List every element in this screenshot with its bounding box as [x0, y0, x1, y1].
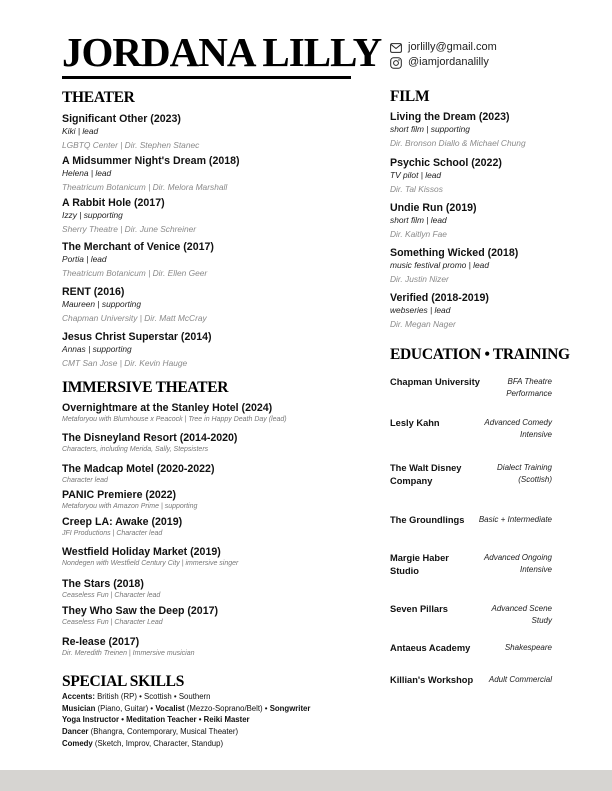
entry-detail: Dir. Meredith Treinen | Immersive musician: [62, 650, 195, 657]
entry-title: The Disneyland Resort (2014-2020): [62, 432, 238, 444]
contact-email[interactable]: [390, 40, 497, 55]
skills-heading: SPECIAL SKILLS: [62, 673, 185, 690]
entry-detail: Dir. Megan Nager: [390, 319, 456, 329]
entry-title: Verified (2018-2019): [390, 292, 489, 304]
school-name: Killian's Workshop: [390, 675, 474, 685]
skills-line-comedy: Comedy (Sketch, Improv, Character, Standup): [62, 738, 224, 748]
program-name: Shakespeare: [504, 643, 552, 652]
entry-detail: Dir. Tal Kissos: [390, 184, 443, 194]
immersive-entry: [62, 605, 218, 628]
skills-list: [62, 691, 310, 750]
page-title: JORDANA LILLY: [62, 29, 382, 75]
email-text: jorlilly@gmail.com: [408, 41, 497, 53]
entry-role: TV pilot | lead: [390, 170, 442, 180]
entry-detail: Characters, including Merida, Sally, Stepsisters: [62, 446, 209, 453]
entry-detail: Sherry Theatre | Dir. June Schreiner: [62, 224, 197, 234]
entry-role: Izzy | supporting: [62, 210, 123, 220]
theater-entry: [62, 155, 240, 193]
school-name: Margie Haber Studio: [390, 553, 449, 576]
immersive-entry: [62, 546, 238, 569]
entry-detail: Character lead: [62, 477, 108, 484]
entry-title: Significant Other (2023): [62, 113, 181, 125]
entry-title: A Midsummer Night's Dream (2018): [62, 155, 240, 167]
entry-detail: Chapman University | Dir. Matt McCray: [62, 313, 207, 323]
program-name: Advanced Comedy Intensive: [484, 418, 552, 439]
entry-role: short film | supporting: [390, 124, 470, 134]
film-entry: [390, 292, 489, 330]
school-name: The Walt Disney Company: [390, 463, 462, 486]
entry-title: Overnightmare at the Stanley Hotel (2024): [62, 402, 273, 414]
entry-title: Re-lease (2017): [62, 636, 140, 648]
school-name: Chapman University: [390, 377, 480, 387]
entry-detail: Metaforyou with Blumhouse x Peacock | Tree in Happy Death Day (lead): [62, 416, 287, 423]
instagram-text: @iamjordanalilly: [408, 56, 489, 68]
entry-role: webseries | lead: [390, 305, 451, 315]
theater-entry: [62, 331, 212, 369]
film-entry: [390, 247, 518, 285]
entry-detail: LGBTQ Center | Dir. Stephen Stanec: [62, 140, 200, 150]
entry-detail: Dir. Justin Nizer: [390, 274, 449, 284]
entry-title: A Rabbit Hole (2017): [62, 197, 165, 209]
theater-heading: THEATER: [62, 89, 135, 106]
entry-detail: JFI Productions | Character lead: [62, 530, 163, 537]
theater-entry: [62, 241, 214, 279]
entry-title: Undie Run (2019): [390, 202, 477, 214]
film-entry: [390, 111, 526, 149]
immersive-entry: [62, 578, 160, 601]
entry-role: short film | lead: [390, 215, 447, 225]
entry-title: Creep LA: Awake (2019): [62, 516, 183, 528]
skills-line-dance: Dancer (Bhangra, Contemporary, Musical Theater): [62, 727, 239, 737]
entry-title: Psychic School (2022): [390, 157, 502, 169]
entry-role: music festival promo | lead: [390, 260, 489, 270]
entry-detail: Dir. Bronson Diallo & Michael Chung: [390, 138, 526, 148]
entry-detail: Ceaseless Fun | Character lead: [62, 592, 161, 599]
skills-line-music: Musician (Piano, Guitar) • Vocalist (Mezzo-Soprano/Belt) • Songwriter: [62, 703, 311, 713]
entry-title: RENT (2016): [62, 286, 125, 298]
immersive-entry: [62, 432, 237, 455]
contact-instagram[interactable]: [390, 55, 497, 70]
entry-title: Westfield Holiday Market (2019): [62, 546, 221, 558]
immersive-entry: [62, 402, 287, 425]
entry-detail: Dir. Kaitlyn Fae: [390, 229, 447, 239]
entry-detail: Theatricum Botanicum | Dir. Melora Marshall: [62, 182, 228, 192]
film-entry: [390, 202, 477, 240]
footer-band: [0, 770, 612, 791]
program-name: Basic + Intermediate: [478, 515, 552, 524]
immersive-entry: [62, 489, 197, 512]
entry-title: Jesus Christ Superstar (2014): [62, 331, 212, 343]
mail-icon: [390, 43, 402, 53]
entry-detail: Nondegen with Westfield Century City | immersive singer: [62, 560, 239, 567]
skills-line-wellness: Yoga Instructor • Meditation Teacher • Reiki Master: [62, 715, 250, 725]
entry-title: The Merchant of Venice (2017): [62, 241, 214, 253]
entry-role: Maureen | supporting: [62, 299, 141, 309]
school-name: The Groundlings: [390, 515, 465, 525]
entry-detail: Metaforyou with Amazon Prime | supporting: [62, 503, 198, 510]
title-underline: [62, 76, 351, 79]
theater-entry: [62, 286, 207, 324]
program-name: BFA Theatre Performance: [506, 377, 552, 398]
school-name: Lesly Kahn: [390, 418, 440, 428]
immersive-entry: [62, 636, 195, 659]
education-heading: EDUCATION • TRAINING: [390, 346, 570, 363]
entry-title: PANIC Premiere (2022): [62, 489, 177, 501]
entry-title: The Madcap Motel (2020-2022): [62, 463, 215, 475]
program-name: Dialect Training (Scottish): [497, 463, 552, 484]
school-name: Seven Pillars: [390, 604, 448, 614]
immersive-heading: IMMERSIVE THEATER: [62, 379, 229, 396]
program-name: Advanced Ongoing Intensive: [483, 553, 552, 574]
entry-role: Portia | lead: [62, 254, 107, 264]
instagram-icon: [390, 57, 402, 69]
program-name: Advanced Scene Study: [491, 604, 552, 625]
immersive-entry: [62, 463, 214, 486]
immersive-entry: [62, 516, 182, 539]
entry-title: They Who Saw the Deep (2017): [62, 605, 218, 617]
entry-title: The Stars (2018): [62, 578, 144, 590]
entry-title: Something Wicked (2018): [390, 247, 519, 259]
film-heading: FILM: [390, 88, 430, 105]
entry-title: Living the Dream (2023): [390, 111, 510, 123]
school-name: Antaeus Academy: [390, 643, 471, 653]
entry-role: Kiki | lead: [62, 126, 99, 136]
entry-detail: Theatricum Botanicum | Dir. Ellen Geer: [62, 268, 208, 278]
entry-detail: CMT San Jose | Dir. Kevin Hauge: [62, 358, 188, 368]
entry-detail: Ceaseless Fun | Character Lead: [62, 619, 163, 626]
entry-role: Annas | supporting: [62, 344, 132, 354]
entry-role: Helena | lead: [62, 168, 112, 178]
contact-block: [390, 40, 497, 70]
film-entry: [390, 157, 502, 195]
theater-entry: [62, 113, 199, 151]
skills-line-accents: Accents: British (RP) • Scottish • Southern: [62, 692, 211, 701]
theater-entry: [62, 197, 196, 235]
program-name: Adult Commercial: [488, 675, 552, 684]
